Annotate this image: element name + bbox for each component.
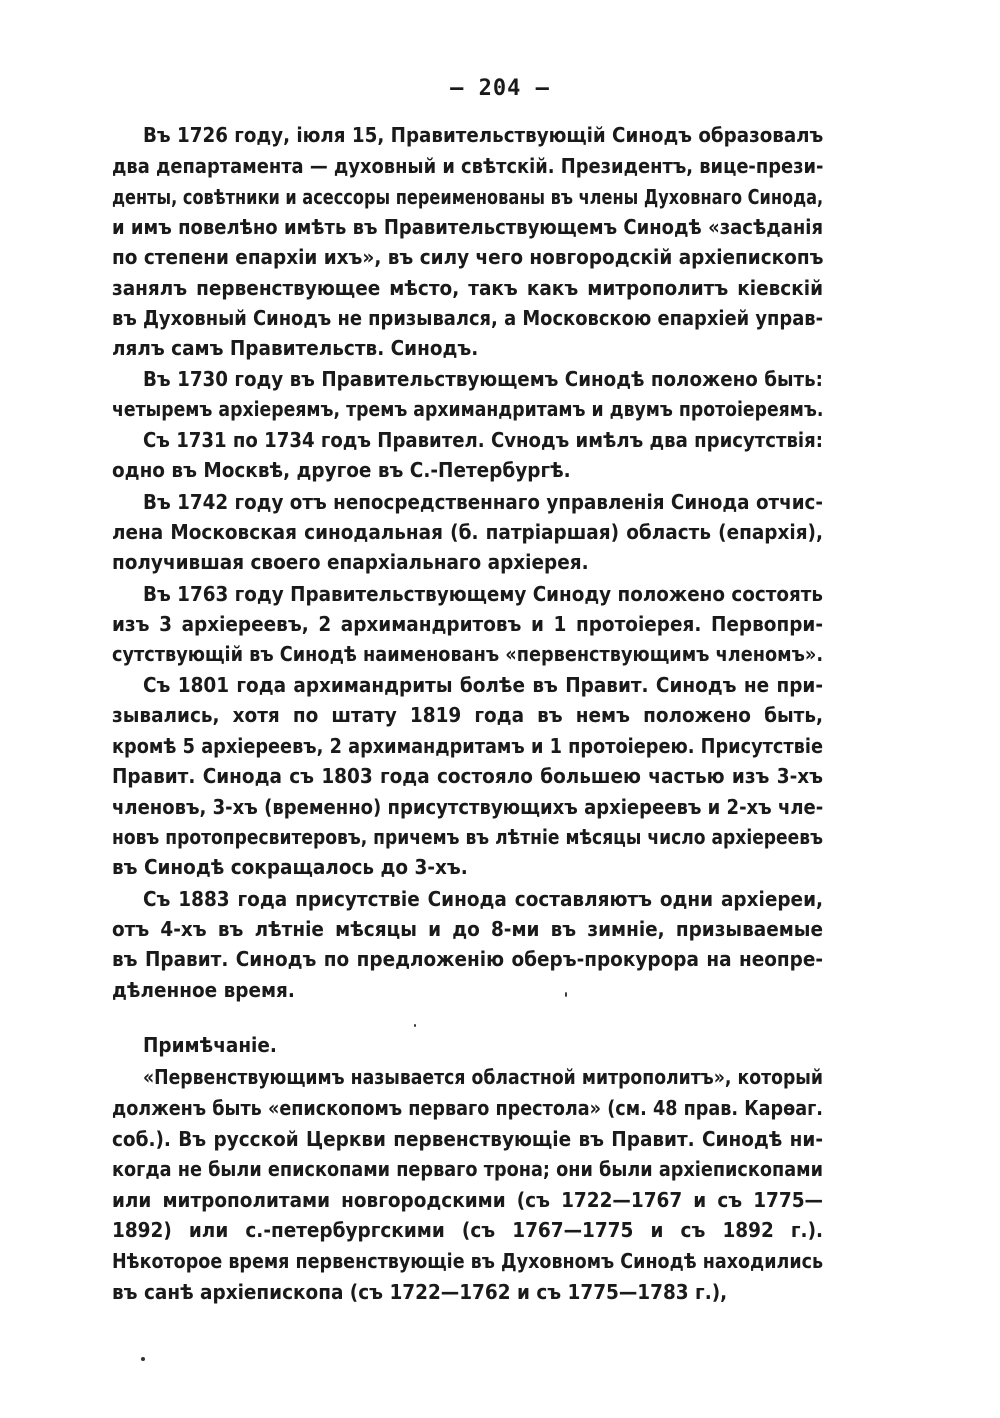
paragraph-4-line-1: Въ 1742 году отъ непосредственнаго управленія Синода отчис- — [143, 490, 823, 514]
paragraph-1-line-7: въ Духовный Синодъ не призывался, а Московскою епархіей управ- — [112, 306, 823, 330]
note-line-8: въ санѣ архіепископа (съ 1722—1762 и съ 1775—1783 г.), — [112, 1280, 728, 1304]
paragraph-1-line-3: денты, совѣтники и асессоры переименованы въ члены Духовнаго Синода, — [112, 185, 823, 209]
paragraph-3-line-1: Съ 1731 по 1734 годъ Правител. Сvнодъ имѣлъ два присутствія: — [143, 428, 823, 452]
page-number: — 204 — — [450, 76, 550, 101]
paragraph-2-line-1: Въ 1730 году въ Правительствующемъ Синодѣ положено быть: — [143, 367, 823, 391]
paragraph-7-line-1: Съ 1883 года присутствіе Синода составляютъ одни архіереи, — [143, 887, 823, 911]
paragraph-6-line-2: зывались, хотя по штату 1819 года въ немъ положено быть, — [112, 703, 823, 727]
paragraph-4-line-3: получившая своего епархіальнаго архіерея. — [112, 550, 589, 574]
note-line-5: или митрополитами новгородскими (съ 1722—1767 и съ 1775— — [112, 1188, 823, 1212]
note-line-7: Нѣкоторое время первенствующіе въ Духовномъ Синодѣ находились — [112, 1249, 823, 1273]
note-line-3: соб.). Въ русской Церкви первенствующіе въ Правит. Синодѣ ни- — [112, 1127, 823, 1151]
paragraph-2-line-2: четыремъ архіереямъ, тремъ архимандритамъ и двумъ протоіереямъ. — [112, 397, 823, 421]
paragraph-7-line-2: отъ 4-хъ въ лѣтніе мѣсяцы и до 8-ми въ зимніе, призываемые — [112, 917, 823, 941]
note-title: Примѣчаніе. — [143, 1033, 277, 1057]
paragraph-6-line-3: кромѣ 5 архіереевъ, 2 архимандритамъ и 1 протоіерею. Присутствіе — [112, 734, 823, 758]
paragraph-1-line-6: занялъ первенствующее мѣсто, такъ какъ митрополитъ кіевскій — [112, 276, 823, 300]
scan-speck — [565, 992, 567, 997]
scan-speck — [414, 1024, 416, 1027]
scan-speck — [141, 1357, 145, 1361]
paragraph-1-line-2: два департамента — духовный и свѣтскій. Президентъ, вице-прези- — [112, 154, 823, 178]
note-line-4: когда не были епископами перваго трона; они были архіепископами — [112, 1157, 823, 1181]
paragraph-3-line-2: одно въ Москвѣ, другое въ С.-Петербургѣ. — [112, 458, 571, 482]
paragraph-6-line-6: новъ протопресвитеровъ, причемъ въ лѣтніе мѣсяцы число архіереевъ — [112, 825, 823, 849]
paragraph-1-line-5: по степени епархіи ихъ», въ силу чего новгородскій архіепископъ — [112, 245, 823, 269]
note-line-1: «Первенствующимъ называется областной митрополитъ», который — [143, 1065, 823, 1089]
paragraph-7-line-3: въ Правит. Синодъ по предложенію оберъ-прокурора на неопре- — [112, 947, 823, 971]
note-line-6: 1892) или с.-петербургскими (съ 1767—1775 и съ 1892 г.). — [112, 1218, 823, 1242]
paragraph-5-line-3: сутствующій въ Синодѣ наименованъ «первенствующимъ членомъ». — [112, 642, 823, 666]
paragraph-6-line-5: членовъ, 3-хъ (временно) присутствующихъ архіереевъ и 2-хъ чле- — [112, 795, 823, 819]
paragraph-5-line-2: изъ 3 архіереевъ, 2 архимандритовъ и 1 протоіерея. Первопри- — [112, 612, 823, 636]
paragraph-6-line-1: Съ 1801 года архимандриты болѣе въ Правит. Синодъ не при- — [143, 673, 823, 697]
note-line-2: долженъ быть «епископомъ перваго престола» (см. 48 прав. Карѳаг. — [112, 1096, 823, 1120]
paragraph-1-line-4: и имъ повелѣно имѣть въ Правительствующемъ Синодѣ «засѣданія — [112, 215, 823, 239]
paragraph-4-line-2: лена Московская синодальная (б. патріаршая) область (епархія), — [112, 520, 823, 544]
paragraph-6-line-4: Правит. Синода съ 1803 года состояло большею частью изъ 3-хъ — [112, 764, 823, 788]
paragraph-5-line-1: Въ 1763 году Правительствующему Синоду положено состоять — [143, 582, 823, 606]
paragraph-1-line-1: Въ 1726 году, іюля 15, Правительствующій Синодъ образовалъ — [143, 123, 823, 147]
paragraph-6-line-7: въ Синодѣ сокращалось до 3-хъ. — [112, 855, 468, 879]
paragraph-1-line-8: лялъ самъ Правительств. Синодъ. — [112, 336, 479, 360]
paragraph-7-line-4: дѣленное время. — [112, 978, 295, 1002]
